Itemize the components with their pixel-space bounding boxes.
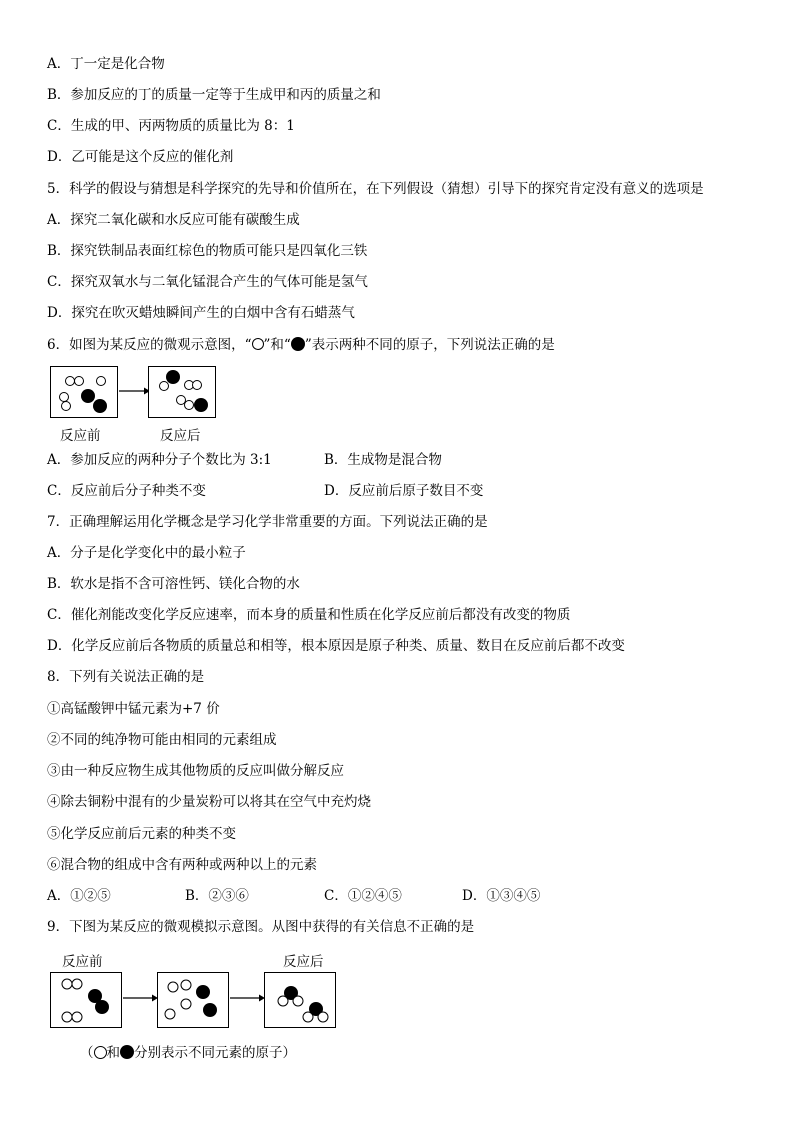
q6-before-box <box>50 366 118 418</box>
q6-option-a: A．参加反应的两种分子个数比为 3:1 <box>47 452 272 468</box>
q8-statement-6: ⑥混合物的组成中含有两种或两种以上的元素 <box>47 857 317 873</box>
q5-option-a: A．探究二氧化碳和水反应可能有碳酸生成 <box>47 212 300 228</box>
q6-stem-part3: ”表示两种不同的原子，下列说法正确的是 <box>304 337 555 353</box>
q6-option-b: B．生成物是混合物 <box>324 452 442 468</box>
q6-before-molecules <box>50 366 118 418</box>
q9-before-box <box>50 972 122 1028</box>
q6-option-c: C．反应前后分子种类不变 <box>47 483 206 499</box>
q6-stem-part1: 6．如图为某反应的微观示意图，“ <box>47 337 252 353</box>
q6-reaction-arrow <box>118 385 150 397</box>
q9-arrow-2 <box>229 992 265 1004</box>
q7-option-d: D．化学反应前后各物质的质量总和相等，根本原因是原子种类、质量、数目在反应前后都不改变 <box>47 638 625 654</box>
q9-caption-part1: （ <box>80 1045 94 1061</box>
q9-arrow-1 <box>122 992 158 1004</box>
q7-option-c: C．催化剂能改变化学反应速率，而本身的质量和性质在化学反应前后都没有改变的物质 <box>47 607 571 623</box>
q8-option-a: A．①②⑤ <box>47 888 111 904</box>
q8-option-d: D．①③④⑤ <box>462 888 541 904</box>
q7-option-b: B．软水是指不含可溶性钙、镁化合物的水 <box>47 576 300 592</box>
q4-option-c: C．生成的甲、丙两物质的质量比为 8：1 <box>47 118 295 134</box>
q4-option-b: B．参加反应的丁的质量一定等于生成甲和丙的质量之和 <box>47 87 381 103</box>
q4-option-d: D．乙可能是这个反应的催化剂 <box>47 149 234 165</box>
q9-before-molecules <box>50 972 122 1028</box>
q9-after-molecules <box>264 972 336 1028</box>
q8-stem: 8．下列有关说法正确的是 <box>47 669 205 685</box>
q5-stem: 5．科学的假设与猜想是科学探究的先导和价值所在，在下列假设（猜想）引导下的探究肯定没有意义的选项是 <box>47 181 704 197</box>
white-atom-icon <box>252 338 264 350</box>
q9-after-box <box>264 972 336 1028</box>
q8-statement-3: ③由一种反应物生成其他物质的反应叫做分解反应 <box>47 763 344 779</box>
q6-after-molecules <box>148 366 216 418</box>
q8-option-b: B．②③⑥ <box>185 888 249 904</box>
q6-option-d: D．反应前后原子数目不变 <box>324 483 484 499</box>
q9-label-after: 反应后 <box>283 954 324 970</box>
q6-after-box <box>148 366 216 418</box>
black-atom-icon <box>120 1045 134 1059</box>
q7-option-a: A．分子是化学变化中的最小粒子 <box>47 545 246 561</box>
q9-label-before: 反应前 <box>62 954 103 970</box>
q5-option-c: C．探究双氧水与二氧化锰混合产生的气体可能是氢气 <box>47 274 368 290</box>
q8-statement-2: ②不同的纯净物可能由相同的元素组成 <box>47 732 277 748</box>
white-atom-icon <box>94 1046 107 1059</box>
q8-statement-4: ④除去铜粉中混有的少量炭粉可以将其在空气中充灼烧 <box>47 794 371 810</box>
q6-stem <box>47 336 555 354</box>
q5-option-b: B．探究铁制品表面红棕色的物质可能只是四氧化三铁 <box>47 243 368 259</box>
q9-middle-box <box>157 972 229 1028</box>
q4-option-a: A．丁一定是化合物 <box>47 56 165 72</box>
q8-statement-5: ⑤化学反应前后元素的种类不变 <box>47 826 236 842</box>
q9-legend-caption <box>80 1041 296 1061</box>
q9-caption-part3: 分别表示不同元素的原子） <box>134 1045 296 1061</box>
q9-middle-molecules <box>157 972 229 1028</box>
q6-label-after: 反应后 <box>160 428 201 444</box>
q9-caption-part2: 和 <box>106 1045 120 1061</box>
q9-stem: 9．下图为某反应的微观模拟示意图。从图中获得的有关信息不正确的是 <box>47 919 475 935</box>
q8-statement-1: ①高锰酸钾中锰元素为+7 价 <box>47 701 220 717</box>
q5-option-d: D．探究在吹灭蜡烛瞬间产生的白烟中含有石蜡蒸气 <box>47 305 355 321</box>
black-atom-icon <box>291 337 305 351</box>
q8-option-c: C．①②④⑤ <box>324 888 402 904</box>
q7-stem: 7．正确理解运用化学概念是学习化学非常重要的方面。下列说法正确的是 <box>47 514 488 530</box>
q6-stem-part2: ”和“ <box>263 337 291 353</box>
q6-label-before: 反应前 <box>60 428 101 444</box>
